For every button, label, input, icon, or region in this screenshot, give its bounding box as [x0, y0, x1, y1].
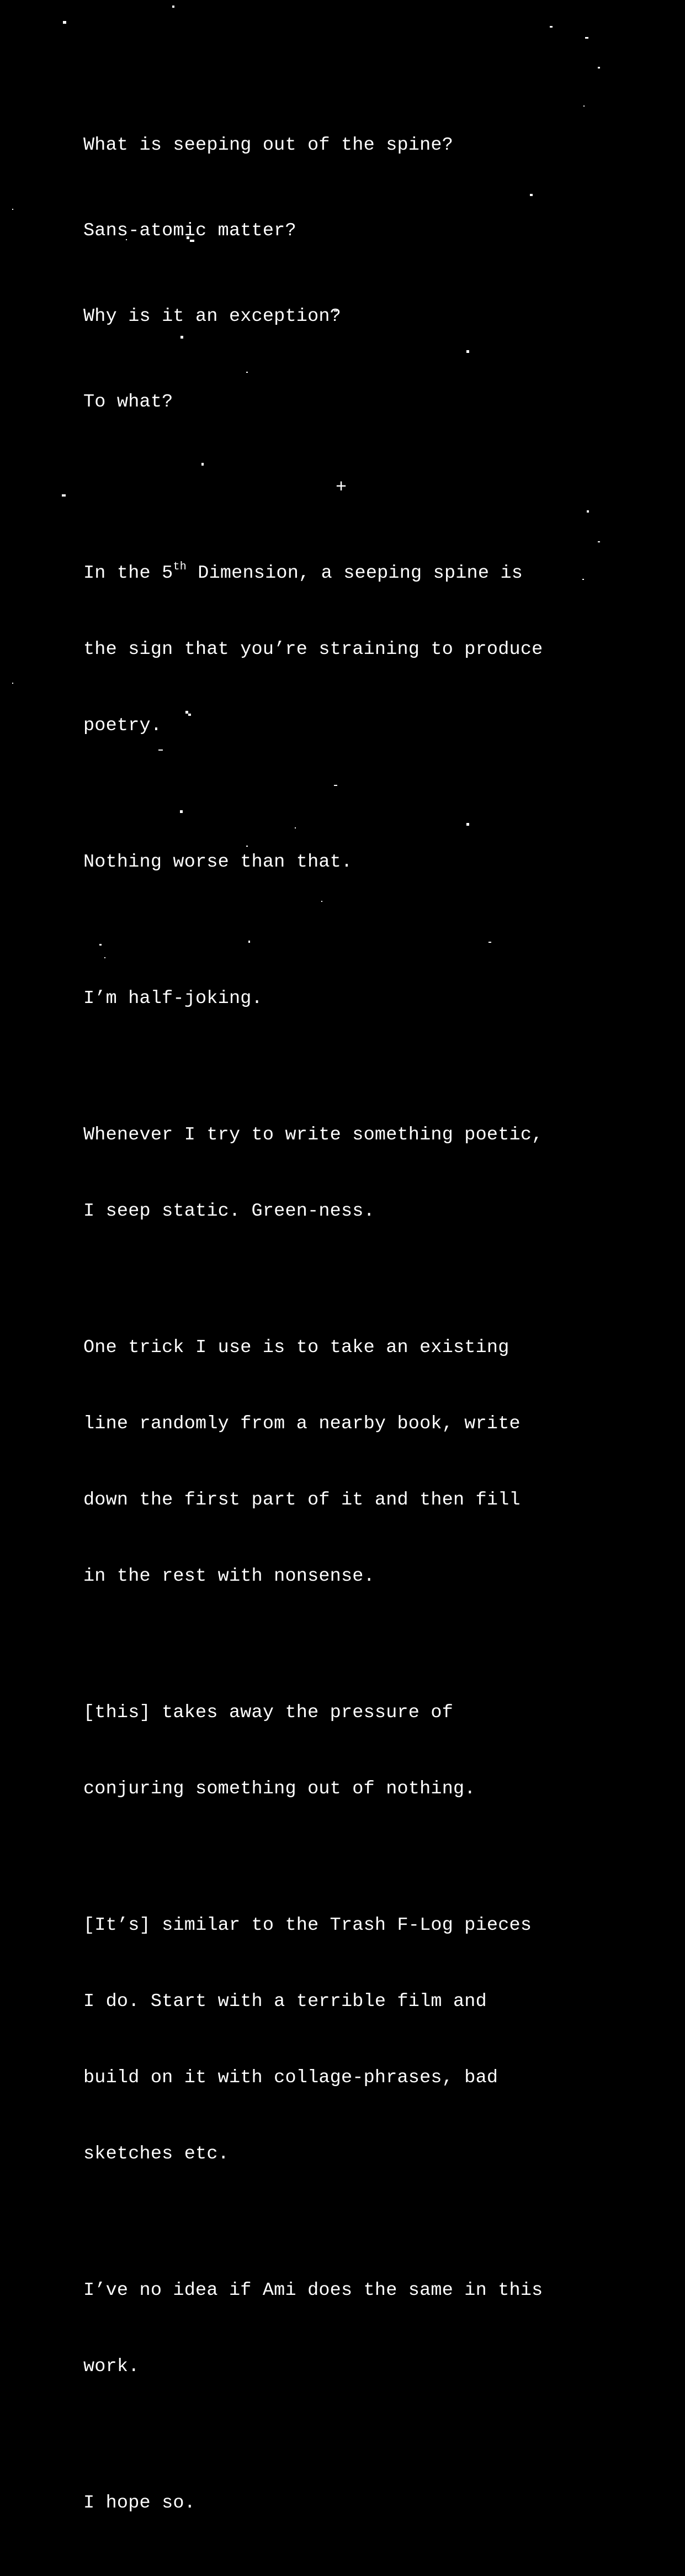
text-line: I’ve no idea if Ami does the same in this [83, 2280, 543, 2301]
poem-text [83, 82, 613, 2576]
paragraph-ami [83, 2227, 613, 2430]
text-line: conjuring something out of nothing. [83, 1778, 476, 1799]
text-line: One trick I use is to take an existing [83, 1337, 509, 1358]
section-divider [83, 475, 613, 500]
divider-plus: + [336, 477, 347, 498]
text-line: build on it with collage-phrases, bad [83, 2067, 498, 2088]
noise-speck [12, 209, 13, 210]
paragraph-trick [83, 1284, 613, 1640]
text-line: Nothing worse than that. [83, 852, 353, 873]
paragraph-half-joking [83, 935, 613, 1062]
opening-questions [83, 82, 613, 466]
noise-speck [598, 67, 600, 68]
text-line [83, 561, 613, 586]
text-line: sketches etc. [83, 2144, 229, 2165]
noise-speck [62, 494, 66, 497]
text-line: line randomly from a nearby book, write [83, 1413, 521, 1434]
text-line: the sign that you’re straining to produce [83, 639, 543, 660]
noise-speck [585, 37, 588, 39]
text-line: Whenever I try to write something poetic, [83, 1125, 543, 1146]
ordinal-number: 5 [162, 563, 173, 584]
text-line: What is seeping out of the spine? [83, 135, 454, 156]
text-fragment: In the [83, 563, 162, 584]
paragraph-whenever [83, 1071, 613, 1275]
text-line: in the rest with nonsense. [83, 1566, 375, 1587]
ordinal-suffix: th [173, 560, 187, 573]
text-line: To what? [83, 392, 173, 413]
noise-speck [63, 21, 66, 24]
text-line: poetry. [83, 715, 162, 736]
text-line: Why is it an exception? [83, 306, 341, 327]
text-line: I do. Start with a terrible film and [83, 1991, 487, 2012]
text-line: I seep static. Green-ness. [83, 1201, 375, 1222]
text-line: I hope so. [83, 2493, 196, 2514]
paragraph-its [83, 1862, 613, 2218]
paragraph-dimension [83, 510, 613, 789]
text-line: [this] takes away the pressure of [83, 1702, 454, 1723]
text-line: down the first part of it and then fill [83, 1490, 521, 1511]
text-line: work. [83, 2356, 140, 2377]
paragraph-hope [83, 2440, 613, 2567]
noise-speck [12, 683, 13, 684]
noise-speck [550, 26, 553, 28]
noise-speck [172, 6, 174, 8]
text-line: [It’s] similar to the Trash F-Log pieces [83, 1915, 532, 1936]
paragraph-nothing [83, 799, 613, 926]
text-fragment: Dimension, a seeping spine is [186, 563, 523, 584]
text-line: I’m half-joking. [83, 988, 263, 1009]
paragraph-this [83, 1649, 613, 1852]
text-line: Sans-atomic matter? [83, 220, 296, 241]
